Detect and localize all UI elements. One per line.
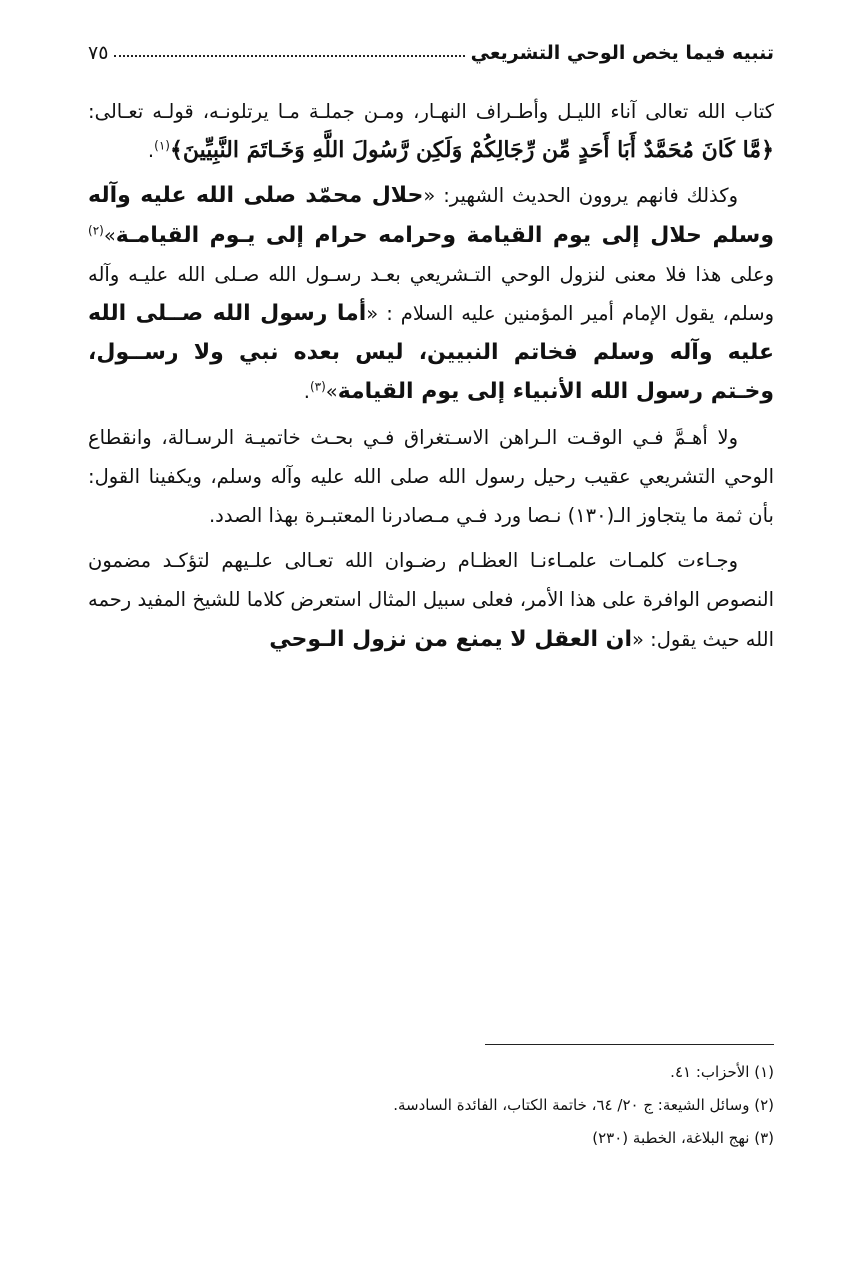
paragraph-2-middle: وعلى هذا فلا معنى لنزول الوحي التـشريعي بعـد رسـول الله صـلى الله عليـه وآله وسلم، يقول الإمام أمير المؤمنين عليه السلام : « xyxy=(88,262,774,326)
paragraph-2-intro: وكذلك فانهم يروون الحديث الشهير: « xyxy=(423,184,738,208)
paragraph-1 xyxy=(88,92,774,170)
footnote-3: (٣) نهج البلاغة، الخطبة (٢٣٠) xyxy=(592,1129,774,1147)
hadith-quote-2: أما رسول الله صــلى الله عليه وآله وسلم فخاتم النبيين، ليس بعده نبي ولا رســول، وخـتم رسول الله الأنبياء إلى يوم القيامة xyxy=(88,301,774,405)
paragraph-1-text: كتاب الله تعالى آناء الليـل وأطـراف النهـار، ومـن جملـة مـا يرتلونـه، قولـه تعـالى: xyxy=(88,100,774,123)
paragraph-4 xyxy=(88,541,774,659)
footnotes xyxy=(88,1056,774,1155)
footnote-ref-2[interactable]: (٢) xyxy=(88,223,104,238)
quote-close-1: » xyxy=(103,223,116,247)
mufid-quote: ان العقل لا يمنع من نزول الـوحي xyxy=(269,626,633,652)
running-header xyxy=(88,30,774,64)
paragraph-2 xyxy=(88,176,774,411)
quran-verse: ﴿مَّا كَانَ مُحَمَّدٌ أَبَا أَحَدٍ مِّن رِّجَالِكُمْ وَلَكِن رَّسُولَ اللَّهِ وَخَـاتَمَ النَّبِيِّينَ﴾ xyxy=(169,137,774,164)
header-title: تنبيه فيما يخص الوحي التشريعي xyxy=(470,42,774,64)
footnote-1: (١) الأحزاب: ٤١. xyxy=(670,1063,774,1081)
paragraph-4-text: وجـاءت كلمـات علمـاءنـا العظـام رضـوان الله تعـالى علـيهم لتؤكـد مضمون النصوص الوافرة على هذا الأمر، فعلى سبيل المثال استعرض كلاما للشيخ المفيد رحمه الله حيث يقول: « xyxy=(88,549,774,651)
hadith-quote-1: حلال محمّد صلى الله عليه وآله وسلم حلال إلى يوم القيامة وحرامه حرام إلى يـوم القيامـة xyxy=(88,183,774,248)
paragraph-1-end: . xyxy=(147,139,155,163)
paragraph-3: ولا أهـمَّ فـي الوقـت الـراهن الاسـتغراق فـي بحـث خاتميـة الرسـالة، وانقطاع الوحي التشريعي عقيب رحيل رسول الله صلى الله عليه وآله وسلم، ويكفينا القول: بأن ثمة ما يتجاوز الـ(١٣٠) نـصا ورد فـي مـصادرنا المعتبـرة بهذا الصدد. xyxy=(88,425,774,528)
footnote-ref-3[interactable]: (٣) xyxy=(309,379,326,394)
footnote-separator xyxy=(485,1044,774,1045)
page-number: ٧٥ xyxy=(88,42,109,64)
footnote-ref-1[interactable]: (١) xyxy=(154,138,170,153)
quote-close-2: » xyxy=(325,380,338,404)
paragraph-2-end: . xyxy=(303,380,310,404)
footnote-2: (٢) وسائل الشيعة: ج ٢٠/ ٦٤، خاتمة الكتاب، الفائدة السادسة. xyxy=(393,1096,774,1114)
header-dot-leader xyxy=(114,54,464,57)
body-text xyxy=(88,92,774,659)
